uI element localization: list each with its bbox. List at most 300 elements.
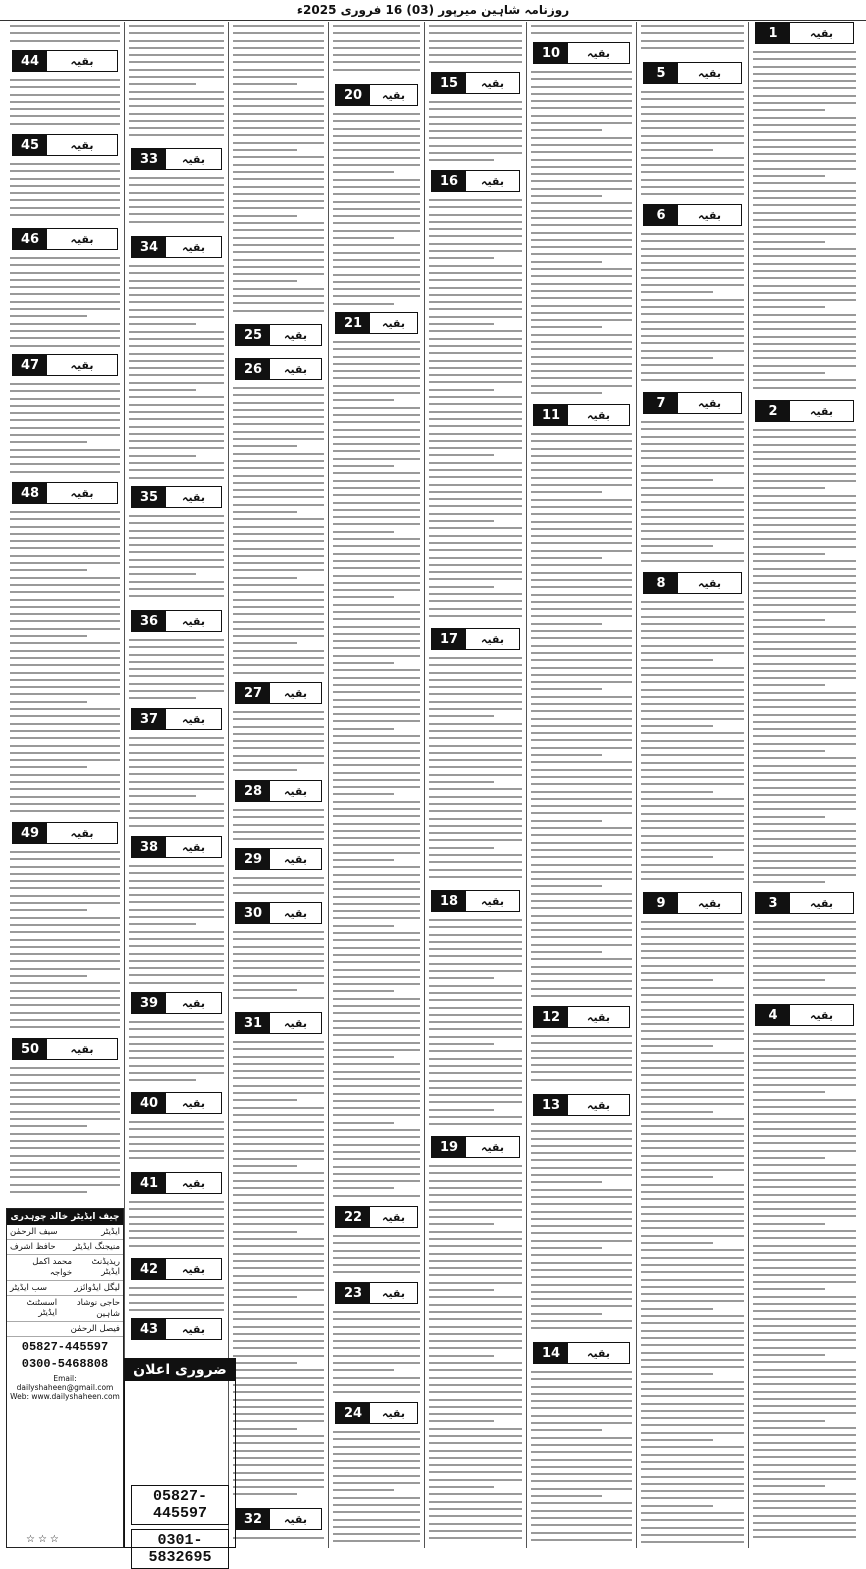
article-text-block (129, 1121, 224, 1168)
text-line (753, 655, 856, 657)
text-line (753, 860, 856, 862)
text-line (10, 982, 120, 984)
text-line (753, 684, 825, 686)
text-line (10, 781, 120, 783)
text-line (531, 326, 602, 328)
text-line (531, 1539, 632, 1541)
text-line (531, 864, 632, 866)
text-line (641, 516, 744, 518)
text-line (531, 761, 632, 763)
text-line (10, 323, 120, 325)
text-line (333, 910, 420, 912)
text-line (531, 1313, 602, 1315)
text-line (429, 1267, 522, 1269)
text-line (333, 735, 420, 737)
text-line (333, 135, 420, 137)
text-line (129, 865, 224, 867)
continuation-number: 49 (13, 823, 47, 843)
text-line (333, 582, 420, 584)
text-line (10, 511, 120, 513)
text-line (753, 1077, 856, 1079)
text-line (531, 776, 632, 778)
text-line (333, 1042, 420, 1044)
text-line (129, 1143, 224, 1145)
text-line (429, 1209, 522, 1211)
text-line (429, 593, 522, 595)
text-line (753, 1055, 856, 1057)
text-line (10, 606, 120, 608)
continuation-number: 7 (644, 393, 678, 413)
continuation-number: 34 (132, 237, 166, 257)
text-line (531, 805, 632, 807)
text-line (531, 769, 632, 771)
text-line (233, 215, 297, 217)
text-line (531, 107, 632, 109)
text-line (531, 893, 632, 895)
continuation-number: 27 (236, 683, 270, 703)
text-line (233, 1493, 297, 1495)
text-line (429, 1296, 522, 1298)
article-text-block (429, 101, 522, 166)
text-line (641, 725, 713, 727)
article-text-block (10, 163, 120, 224)
text-line (641, 479, 713, 481)
text-line (753, 1347, 856, 1349)
text-line (531, 1393, 632, 1395)
text-line (429, 403, 522, 405)
text-line (233, 740, 324, 742)
text-line (129, 639, 224, 641)
text-line (641, 428, 744, 430)
text-line (429, 1369, 522, 1371)
text-line (429, 1260, 522, 1262)
text-line (233, 91, 324, 93)
continuation-tag (533, 1006, 630, 1028)
text-line (753, 458, 856, 460)
text-line (233, 54, 324, 56)
continuation-tag (643, 572, 742, 594)
text-line (641, 1169, 744, 1171)
text-line (129, 872, 224, 874)
text-line (641, 637, 744, 639)
text-line (531, 513, 632, 515)
text-line (129, 901, 224, 903)
text-line (531, 477, 632, 479)
continuation-label: بقیہ (587, 1098, 610, 1112)
text-line (429, 1304, 522, 1306)
text-line (531, 572, 632, 574)
text-line (333, 1460, 420, 1462)
text-line (429, 440, 522, 442)
text-line (233, 127, 324, 129)
text-line (10, 272, 120, 274)
text-line (429, 1238, 522, 1240)
text-line (641, 1439, 713, 1441)
text-line (129, 411, 224, 413)
text-line (641, 1227, 744, 1229)
text-line (429, 1333, 522, 1335)
text-line (429, 1180, 522, 1182)
text-line (10, 1111, 120, 1113)
text-line (333, 516, 420, 518)
text-line (333, 742, 420, 744)
text-line (531, 297, 632, 299)
text-line (641, 1468, 744, 1470)
text-line (429, 294, 522, 296)
text-line (10, 1004, 120, 1006)
text-line (233, 1318, 324, 1320)
text-line (129, 1208, 224, 1210)
column-1 (748, 22, 860, 1548)
text-line (233, 989, 297, 991)
text-line (429, 752, 522, 754)
text-line (333, 32, 420, 34)
text-line (641, 864, 744, 866)
text-line (641, 443, 744, 445)
text-line (333, 662, 394, 664)
text-line (10, 185, 120, 187)
text-line (233, 120, 324, 122)
text-line (531, 1466, 632, 1468)
text-line (333, 1071, 420, 1073)
text-line (641, 1308, 713, 1310)
text-line (753, 387, 856, 389)
continuation-label: بقیہ (182, 840, 205, 854)
text-line (429, 818, 522, 820)
text-line (531, 754, 602, 756)
text-line (641, 91, 744, 93)
text-line (233, 1209, 324, 1211)
text-line (753, 451, 856, 453)
newspaper-masthead (0, 0, 866, 21)
text-line (333, 720, 420, 722)
text-line (531, 681, 632, 683)
text-line (531, 783, 632, 785)
text-line (10, 939, 120, 941)
text-line (641, 1337, 744, 1339)
text-line (129, 1128, 224, 1130)
text-line (129, 1043, 224, 1045)
article-text-block (531, 1035, 632, 1090)
text-line (753, 233, 856, 235)
text-line (641, 1446, 744, 1448)
text-line (531, 195, 602, 197)
text-line (233, 1333, 324, 1335)
text-line (753, 626, 856, 628)
text-line (233, 755, 324, 757)
text-line (753, 1230, 856, 1232)
text-line (129, 953, 224, 955)
continuation-label: بقیہ (587, 408, 610, 422)
text-line (233, 1216, 324, 1218)
continuation-tag (755, 1004, 854, 1026)
text-line (429, 766, 522, 768)
text-line (753, 1383, 856, 1385)
text-line (129, 69, 224, 71)
staff-role: حاجی نوشاد شاہین (76, 1298, 120, 1319)
text-line (10, 533, 120, 535)
text-line (753, 582, 856, 584)
continuation-label: بقیہ (698, 396, 721, 410)
text-line (333, 531, 394, 533)
text-line (531, 564, 632, 566)
text-line (333, 1242, 420, 1244)
text-line (333, 1166, 420, 1168)
text-line (531, 667, 632, 669)
text-line (233, 562, 324, 564)
text-line (429, 919, 522, 921)
text-line (233, 164, 324, 166)
text-line (333, 786, 420, 788)
text-line (129, 374, 224, 376)
text-line (429, 578, 522, 580)
text-line (233, 931, 324, 933)
text-line (333, 640, 420, 642)
text-line (753, 765, 856, 767)
text-line (129, 25, 224, 27)
continuation-tag (131, 1172, 222, 1194)
text-line (641, 313, 744, 315)
text-line (429, 221, 522, 223)
text-line (753, 1186, 856, 1188)
text-line (531, 1218, 632, 1220)
text-line (10, 975, 87, 977)
text-line (10, 412, 120, 414)
article-text-block (641, 601, 744, 888)
text-line (129, 113, 224, 115)
text-line (333, 1136, 420, 1138)
continuation-tag (235, 848, 322, 870)
text-line (233, 69, 324, 71)
text-line (233, 809, 324, 811)
text-line (641, 106, 744, 108)
staff-row (7, 1322, 123, 1337)
text-line (429, 484, 522, 486)
text-line (753, 58, 856, 60)
continuation-tag (431, 890, 520, 912)
continuation-tag (131, 836, 222, 858)
text-line (641, 342, 744, 344)
text-line (10, 672, 120, 674)
article-text-block (10, 383, 120, 478)
continuation-number: 5 (644, 63, 678, 83)
text-line (531, 1145, 632, 1147)
text-line (233, 25, 324, 27)
continuation-tag (12, 822, 118, 844)
text-line (233, 1238, 324, 1240)
text-line (233, 237, 324, 239)
text-line (531, 1284, 632, 1286)
text-line (333, 691, 420, 693)
text-line (753, 219, 856, 221)
text-line (233, 747, 324, 749)
text-line (641, 186, 744, 188)
text-line (129, 1216, 224, 1218)
text-line (333, 1158, 420, 1160)
text-line (333, 421, 420, 423)
article-text-block (531, 1371, 632, 1546)
continuation-label: بقیہ (284, 686, 307, 700)
text-line (233, 1085, 324, 1087)
text-line (10, 526, 120, 528)
text-line (531, 1189, 632, 1191)
text-line (333, 201, 420, 203)
text-line (129, 544, 224, 546)
text-line (333, 684, 420, 686)
text-line (429, 61, 522, 63)
text-line (233, 142, 324, 144)
text-line (233, 1129, 324, 1131)
text-line (429, 1007, 522, 1009)
text-line (233, 1187, 324, 1189)
text-line (233, 1194, 324, 1196)
text-line (333, 348, 420, 350)
text-line (429, 977, 494, 979)
text-line (531, 448, 632, 450)
text-line (10, 101, 120, 103)
text-line (129, 668, 224, 670)
text-line (753, 436, 856, 438)
text-line (129, 477, 224, 479)
text-line (129, 566, 224, 568)
article-text-block (641, 921, 744, 1546)
text-line (10, 968, 120, 970)
text-line (429, 396, 522, 398)
text-line (753, 350, 856, 352)
text-line (753, 787, 856, 789)
continuation-label: بقیہ (810, 404, 833, 418)
text-line (753, 1237, 856, 1239)
continuation-label: بقیہ (182, 712, 205, 726)
text-line (10, 163, 120, 165)
text-line (531, 137, 632, 139)
text-line (10, 518, 120, 520)
text-line (429, 847, 494, 849)
text-line (129, 974, 224, 976)
continuation-tag (335, 1402, 418, 1424)
text-line (429, 1231, 522, 1233)
text-line (531, 834, 632, 836)
notice-phone-2: 0301-5832695 (131, 1529, 229, 1569)
text-line (753, 146, 856, 148)
text-line (333, 1540, 420, 1542)
continuation-number: 38 (132, 837, 166, 857)
text-line (429, 476, 522, 478)
text-line (10, 86, 120, 88)
article-text-block (333, 1235, 420, 1278)
text-line (753, 292, 856, 294)
text-line (10, 759, 120, 761)
text-line (641, 364, 744, 366)
text-line (753, 994, 856, 996)
text-line (753, 1485, 825, 1487)
text-line (753, 670, 856, 672)
text-line (429, 1094, 522, 1096)
text-line (233, 967, 324, 969)
text-line (233, 635, 324, 637)
text-line (10, 405, 120, 407)
staff-role: چیف ایڈیٹر (71, 1212, 120, 1222)
text-line (333, 266, 420, 268)
text-line (531, 455, 632, 457)
text-line (10, 642, 120, 644)
text-line (10, 94, 120, 96)
text-line (10, 803, 120, 805)
article-text-block (10, 851, 120, 1034)
text-line (641, 1206, 744, 1208)
text-line (641, 1001, 744, 1003)
text-line (10, 214, 120, 216)
text-line (641, 936, 744, 938)
text-line (641, 1147, 744, 1149)
text-line (233, 518, 324, 520)
text-line (333, 1180, 420, 1182)
text-line (233, 769, 297, 771)
staff-email: Email: dailyshaheen@gmail.com (16, 1374, 114, 1392)
text-line (333, 677, 420, 679)
text-line (333, 925, 394, 927)
text-line (641, 1497, 744, 1499)
column-6 (228, 22, 328, 1548)
text-line (753, 1507, 856, 1509)
text-line (531, 988, 632, 990)
continuation-tag (131, 236, 222, 258)
text-line (129, 773, 224, 775)
text-line (333, 472, 420, 474)
text-line (10, 752, 120, 754)
text-line (233, 1428, 297, 1430)
text-line (753, 808, 856, 810)
text-line (429, 1087, 522, 1089)
text-line (129, 367, 224, 369)
text-line (233, 621, 324, 623)
text-line (753, 299, 856, 301)
text-line (429, 1036, 522, 1038)
text-line (641, 1067, 744, 1069)
article-text-block (753, 921, 856, 1000)
text-line (641, 350, 744, 352)
text-line (129, 781, 224, 783)
text-line (333, 888, 420, 890)
text-line (641, 681, 744, 683)
text-line (753, 677, 856, 679)
text-line (429, 1245, 522, 1247)
text-line (233, 178, 324, 180)
text-line (753, 117, 856, 119)
article-text-block (753, 1033, 856, 1546)
text-line (753, 852, 856, 854)
text-line (333, 604, 420, 606)
text-line (641, 1279, 744, 1281)
text-line (10, 895, 120, 897)
text-line (641, 950, 744, 952)
text-line (641, 1264, 744, 1266)
text-line (753, 714, 856, 716)
text-line (753, 779, 856, 781)
text-line (10, 1155, 120, 1157)
continuation-tag (235, 358, 322, 380)
text-line (129, 683, 224, 685)
text-line (333, 750, 420, 752)
text-line (429, 527, 522, 529)
text-line (233, 83, 297, 85)
text-line (333, 1078, 420, 1080)
text-line (10, 946, 120, 948)
text-line (10, 1125, 87, 1127)
text-line (641, 1352, 744, 1354)
continuation-tag (131, 1092, 222, 1114)
text-line (429, 1435, 522, 1437)
